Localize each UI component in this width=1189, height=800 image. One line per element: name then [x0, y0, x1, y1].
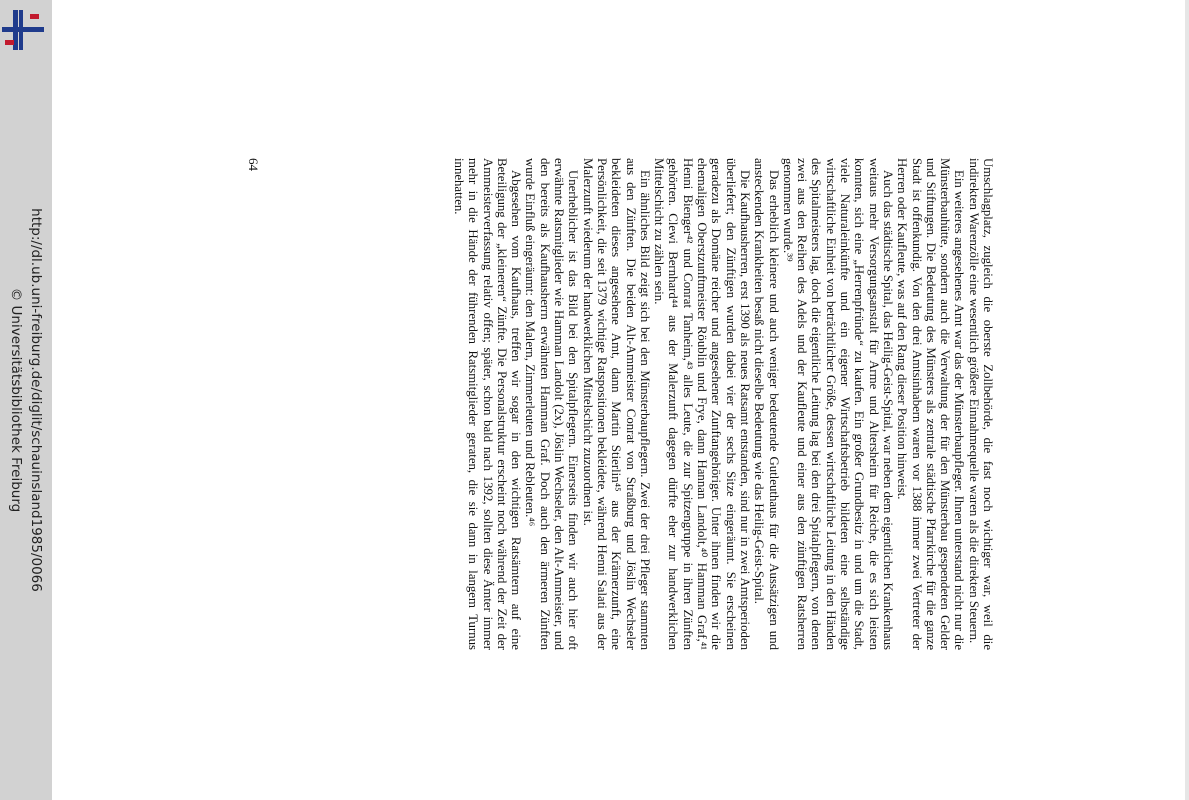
- body-text: [452, 158, 995, 650]
- paragraph-3: Auch das städtische Spital, das Heilig-Geist-Spital, war neben dem eigentlichen Krankenhaus weitaus mehr Versorgungsanstalt für Arme und Altersheim für Reiche, die es sich leisten konnten, sich eine „Herrenpfründe“ zu kaufen. Ein großer Grundbesitz in und um die Stadt, viele Naturaleinkünfte und ein eigener Wirtschaftsbetrieb bildeten eine selbständige wirtschaftliche Einheit von beträchtlicher Größe, dessen wirtschaftliche Leitung in den Händen des Spitalmeisters lag, doch die eigentliche Leitung lag bei den drei Spitalpflegern, von denen zwei aus den Reihen des Adels und der Kaufleute und einer aus den zünftigen Ratsherren genommen wurde.³⁹: [780, 158, 895, 650]
- paragraph-4: Das erheblich kleinere und auch weniger bedeutende Gutleuthaus für die Aussätzigen und ansteckenden Krankheiten besaß nicht dieselbe Bedeutung wie das Heilig-Geist-Spital.: [752, 158, 781, 650]
- paragraph-2: Ein weiteres angesehenes Amt war das der Münsterbaupfleger. Ihnen unterstand nicht nur die Münsterbauhütte, sondern auch die Verwaltung der für den Münsterbau gespendeten Gelder und Stiftungen. Die Bedeutung des Münsters als zentrale städtische Pfarrkirche für die ganze Stadt ist offenkundig. Von den drei Amtsinhabern waren vor 1388 immer zwei Vertreter der Herren oder Kaufleute, was auf den Rang dieser Position hinweist.: [895, 158, 967, 650]
- copyright-notice: © Universitätsbibliothek Freiburg: [8, 287, 24, 513]
- page-number: 64: [246, 158, 261, 171]
- sidebar-caption: [6, 208, 46, 592]
- library-logo-icon: [2, 10, 44, 50]
- rotated-page-content: [245, 150, 995, 658]
- paragraph-7: Unerheblicher ist das Bild bei den Spitalpflegern. Einerseits finden wir auch hier oft erwähnte Ratsmitglieder wie Hamman Landolt (2x), Jöslin Wechseler, den Alt-Ammeister, und den bereits als Kaufhausherrn erwähnten Hamman Graf. Doch auch den ärmeren Zünften wurde Einfluß eingeräumt: den Malern, Zimmerleuten und Rebleuten.⁴⁶: [523, 158, 581, 650]
- document-page: [245, 150, 995, 658]
- source-url-link[interactable]: http://dl.ub.uni-freiburg.de/diglit/schauinsland1985/0066: [28, 208, 44, 592]
- paragraph-8: Abgesehen vom Kaufhaus, treffen wir sogar in den wichtigen Ratsämtern auf eine Beteiligung der „kleineren“ Zünfte. Die Personalstruktur erscheint noch während der Zeit der Ammeisterverfassung relativ offen; später, schon bald nach 1392, sollten diese Ämter immer mehr in die Hände der führenden Ratsmitglieder geraten, die sie dann in langem Turnus innehatten.: [452, 158, 524, 650]
- paragraph-5: Die Kaufhausherren, erst 1390 als neues Ratsamt entstanden, sind nur in zwei Amtsperioden überliefert; den Zünftigen wurden dabei vier der sechs Sitze eingeräumt. Sie erscheinen geradezu als Domäne reicher und angesehener Zunftangehöriger. Unter ihnen finden wir die ehemaligen Oberstzunftmeister Röublin und Frye, dann Hannan Landolt,⁴⁰ Hamman Graf,⁴¹ Henni Bienger⁴² und Conrat Tanheim,⁴³ alles Leute, die zur Spitzengruppe in ihren Zünften gehörten. Clewi Bernhard⁴⁴ aus der Malerzunft dagegen dürfte eher zur handwerklichen Mittelschicht zu zählen sein.: [652, 158, 752, 650]
- scrollbar-track[interactable]: [1185, 0, 1189, 800]
- paragraph-1: Umschlagplatz, zugleich die oberste Zollbehörde, die fast noch wichtiger war, weil die indirekten Warenzölle eine wesentlich größere Einnahmequelle waren als die direkten Steuern.: [966, 158, 995, 650]
- paragraph-6: Ein ähnliches Bild zeigt sich bei den Münsterbaupflegern. Zwei der drei Pfleger stammten aus den Zünften. Die beiden Alt-Ammeister Conrat von Straßburg und Jöslin Wechseler bekleideten dieses angesehene Amt, dann Martin Stierlin⁴⁵ aus der Krämerzunft, eine Persönlichkeit, die seit 1379 wichtige Ratspositionen bekleidete, während Henni Salati aus der Malerzunft wiederum der handwerklichen Mittelschicht zuzuordnen ist.: [580, 158, 652, 650]
- viewer-sidebar: [0, 0, 52, 800]
